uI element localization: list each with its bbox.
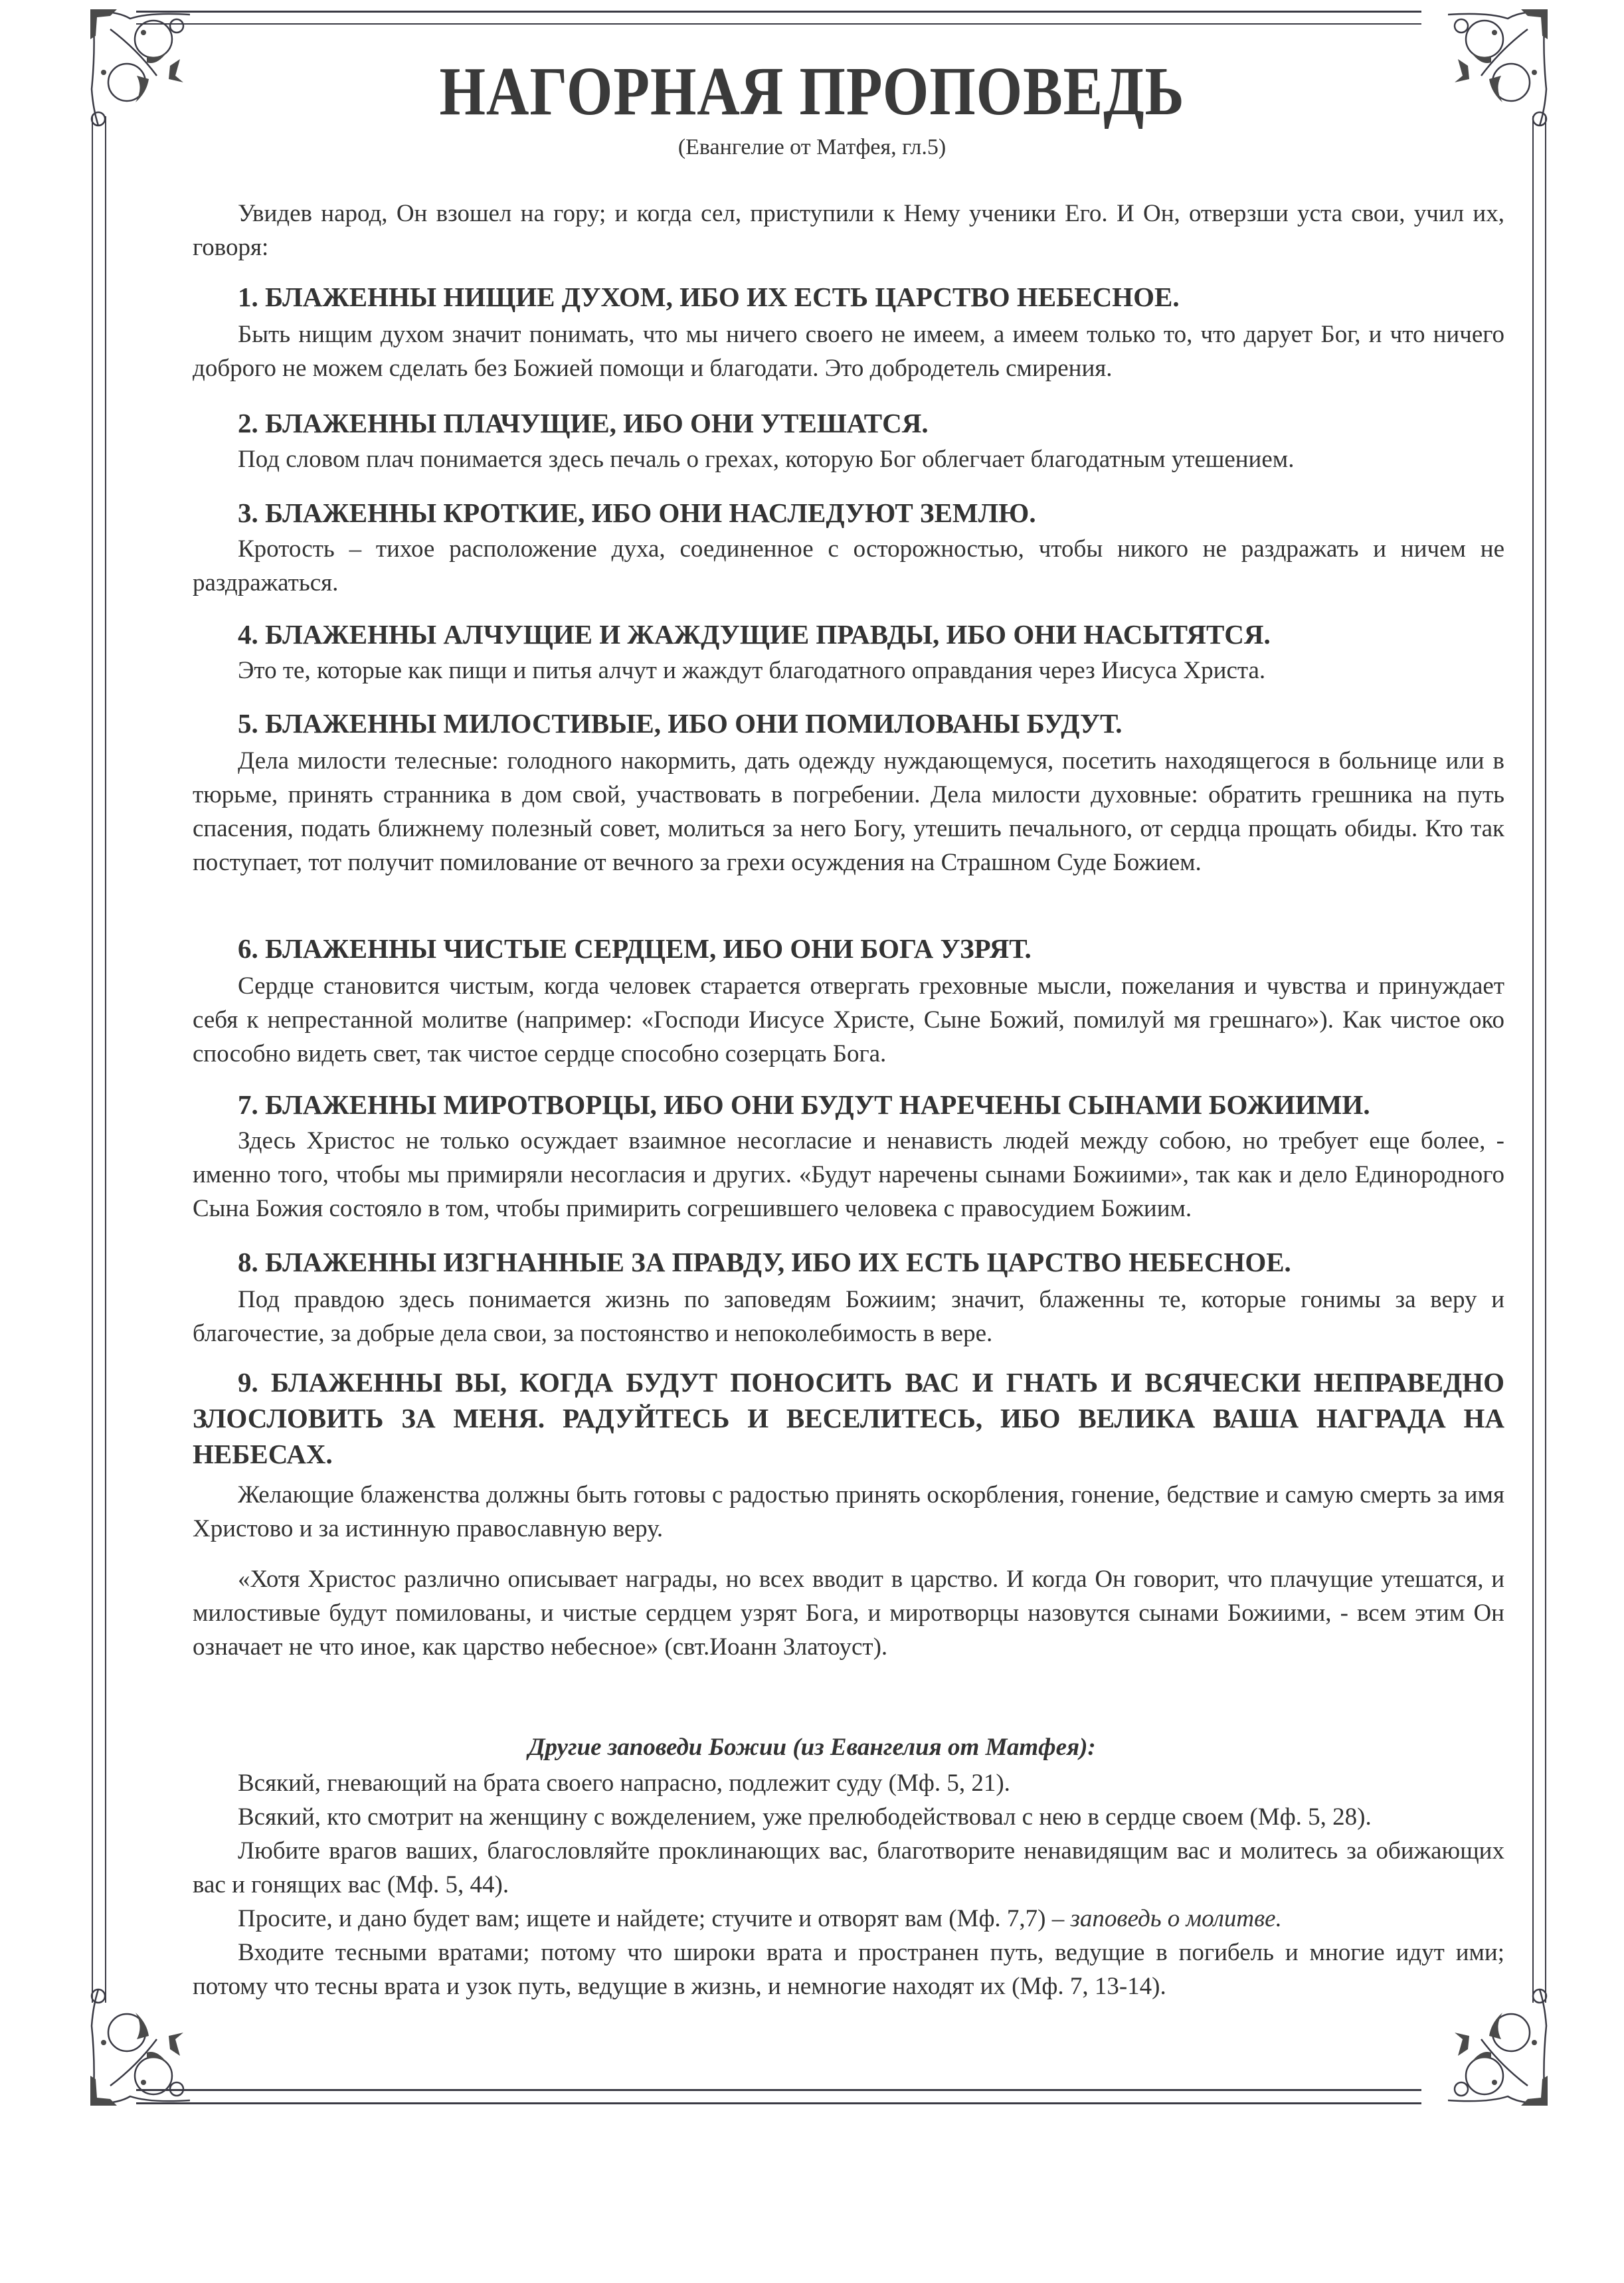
commandment-item: Входите тесными вратами; потому что широки врата и пространен путь, ведущие в погибель и многие идут ими; потому что тесны врата и узок путь, ведущие в жизнь, и немногие находят их (Мф. 7, 13-14). [193, 1939, 1504, 2000]
frame-left-outer [92, 116, 93, 2003]
commandment-item: Всякий, гневающий на брата своего напрасно, подлежит суду (Мф. 5, 21). [238, 1770, 1010, 1797]
frame-right-outer [1545, 116, 1546, 2003]
beatitude-text: Быть нищим духом значит понимать, что мы ничего своего не имеем, а имеем только то, что дарует Бог, и что ничего доброго не можем сделать без Божией помощи и благодати. Это добродетель смирения. [193, 321, 1504, 382]
other-commandments-heading: Другие заповеди Божии (из Евангелия от Матфея): [528, 1734, 1096, 1761]
beatitude-text: Это те, которые как пищи и питья алчут и жаждут благодатного оправдания через Иисуса Христа. [238, 657, 1266, 684]
other-commandments-list [193, 1766, 1504, 2003]
beatitude-heading-4: 4. БЛАЖЕННЫ АЛЧУЩИЕ И ЖАЖДУЩИЕ ПРАВДЫ, ИБО ОНИ НАСЫТЯТСЯ. [238, 619, 1271, 650]
beatitude-heading-1: 1. БЛАЖЕННЫ НИЩИЕ ДУХОМ, ИБО ИХ ЕСТЬ ЦАРСТВО НЕБЕСНОЕ. [238, 282, 1180, 312]
commandment-item: Любите врагов ваших, благословляйте проклинающих вас, благотворите ненавидящим вас и молитесь за обижающих вас и гонящих вас (Мф. 5, 44). [193, 1837, 1504, 1898]
prayer-commandment-text: Просите, и дано будет вам; ищете и найдете; стучите и отворят вам (Мф. 7,7) – [238, 1905, 1065, 1932]
beatitude-heading-9: 9. БЛАЖЕННЫ ВЫ, КОГДА БУДУТ ПОНОСИТЬ ВАС И ГНАТЬ И ВСЯЧЕСКИ НЕПРАВЕДНО ЗЛОСЛОВИТЬ ЗА МЕНЯ. РАДУЙТЕСЬ И ВЕСЕЛИТЕСЬ, ИБО ВЕЛИКА ВАША НАГРАДА НА НЕБЕСАХ. [193, 1367, 1504, 1469]
beatitude-text-9 [193, 1478, 1504, 1546]
beatitude-heading-8: 8. БЛАЖЕННЫ ИЗГНАННЫЕ ЗА ПРАВДУ, ИБО ИХ ЕСТЬ ЦАРСТВО НЕБЕСНОЕ. [238, 1247, 1291, 1277]
beatitude-text-7 [193, 1124, 1504, 1226]
beatitude-text: Кротость – тихое расположение духа, соединенное с осторожностью, чтобы никого не раздражать и ничем не раздражаться. [193, 535, 1504, 596]
page-subtitle: (Евангелие от Матфея, гл.5) [677, 135, 947, 159]
beatitude-text-8 [193, 1283, 1504, 1350]
beatitude-text: Под правдою здесь понимается жизнь по заповедям Божиим; значит, блаженны те, которые гонимы за веру и благочестие, за добрые дела свои, за постоянство и непоколебимость в вере. [193, 1286, 1504, 1347]
beatitude-heading-2: 2. БЛАЖЕННЫ ПЛАЧУЩИЕ, ИБО ОНИ УТЕШАТСЯ. [238, 408, 929, 438]
beatitude-text-4 [193, 654, 1504, 687]
page-title: НАГОРНАЯ ПРОПОВЕДЬ [439, 53, 1185, 130]
intro-text: Увидев народ, Он взошел на гору; и когда сел, приступили к Нему ученики Его. И Он, отверзши уста свои, учил их, говоря: [193, 200, 1504, 261]
chrysostom-quote [193, 1562, 1504, 1664]
corner-flourish-icon [90, 1953, 190, 2106]
beatitude-text-6 [193, 969, 1504, 1071]
frame-bottom-outer [136, 2102, 1421, 2104]
beatitude-text-3 [193, 532, 1504, 600]
beatitude-text: Дела милости телесные: голодного накормить, дать одежду нуждающемуся, посетить находящегося в больнице или в тюрьме, принять странника в дом свой, участвовать в погребении. Дела милости духовные: обратить грешника на путь спасения, подать ближнему полезный совет, молиться за него Богу, утешить печального, от сердца прощать обиды. Кто так поступает, тот получит помилование от вечного за грехи осуждения на Страшном Суде Божием. [193, 747, 1504, 876]
beatitude-text-2 [193, 442, 1504, 476]
beatitude-heading-3: 3. БЛАЖЕННЫ КРОТКИЕ, ИБО ОНИ НАСЛЕДУЮТ ЗЕМЛЮ. [238, 498, 1036, 528]
beatitude-heading-5: 5. БЛАЖЕННЫ МИЛОСТИВЫЕ, ИБО ОНИ ПОМИЛОВАНЫ БУДУТ. [238, 708, 1123, 739]
frame-top-outer [136, 11, 1421, 13]
quote-text: «Хотя Христос различно описывает награды, но всех вводит в царство. И когда Он говорит, что плачущие утешатся, и милостивые будут помилованы, и чистые сердцем узрят Бога, и миротворцы назовутся сынами Божиими, - всем этим Он означает не что иное, как царство небесное» (свт.Иоанн Златоуст). [193, 1566, 1504, 1661]
beatitude-text-5 [193, 744, 1504, 879]
beatitude-text-1 [193, 318, 1504, 385]
beatitude-text: Сердце становится чистым, когда человек старается отвергать греховные мысли, пожелания и чувства и принуждает себя к непрестанной молитве (например: «Господи Иисусе Христе, Сыне Божий, помилуй мя грешнаго»). Как чистое око способно видеть свет, так чистое сердце способно созерцать Бога. [193, 972, 1504, 1067]
frame-bottom-inner [136, 2089, 1421, 2091]
commandment-item-prayer [193, 1902, 1504, 1936]
frame-right-inner [1532, 116, 1534, 2003]
prayer-commandment-note: заповедь о молитве. [1070, 1905, 1282, 1932]
beatitude-heading-6: 6. БЛАЖЕННЫ ЧИСТЫЕ СЕРДЦЕМ, ИБО ОНИ БОГА УЗРЯТ. [238, 933, 1032, 964]
beatitude-text: Под словом плач понимается здесь печаль о грехах, которую Бог облегчает благодатным утешением. [238, 446, 1295, 473]
frame-top-inner [136, 23, 1421, 25]
commandment-item: Всякий, кто смотрит на женщину с вожделением, уже прелюбодействовал с нею в сердце своем (Мф. 5, 28). [238, 1803, 1372, 1831]
intro-paragraph [193, 197, 1504, 264]
beatitude-text: Желающие блаженства должны быть готовы с радостью принять оскорбления, гонение, бедствие и самую смерть за имя Христово и за истинную православную веру. [193, 1481, 1504, 1542]
beatitude-heading-7: 7. БЛАЖЕННЫ МИРОТВОРЦЫ, ИБО ОНИ БУДУТ НАРЕЧЕНЫ СЫНАМИ БОЖИИМИ. [238, 1089, 1370, 1120]
beatitude-text: Здесь Христос не только осуждает взаимное несогласие и ненависть людей между собою, но требует еще более, - именно того, чтобы мы примиряли несогласия и других. «Будут наречены сынами Божиими», так как и дело Единородного Сына Божия состояло в том, чтобы примирить согрешившего человека с правосудием Божиим. [193, 1127, 1504, 1222]
frame-left-inner [105, 116, 106, 2003]
